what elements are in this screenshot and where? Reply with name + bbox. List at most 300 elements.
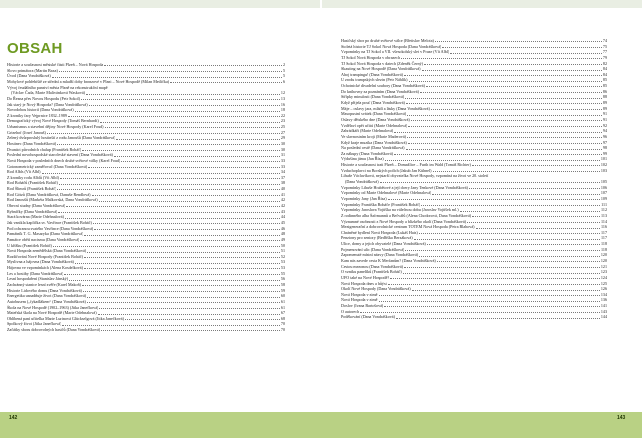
toc-entry-page: 30: [280, 140, 285, 146]
toc-entry-page: 91: [602, 111, 607, 117]
toc-entry-title: Vzpomínky Jaroslava Vojtíška na válečnou dobu (Jaroslav Vojtíšek ml.): [341, 207, 459, 213]
toc-entry-page: 59: [280, 287, 285, 293]
toc-entry-page: 134: [600, 291, 607, 297]
toc-entry-page: 12: [280, 90, 285, 96]
toc-entry-title: Mezigenerační a dobrovolnické centrum TOTEM Nová Hospoda (Petra Blahová): [341, 224, 475, 230]
toc-entry-title: Ochotnické divadelní soubory (Dana Vondrášková): [341, 83, 425, 89]
toc-entry-title: Hájovna ve vzpomínkách (Alena Kosdelková): [7, 265, 83, 271]
toc-entry-title: Vzdělaví opět učitú (Marie Odehnalová): [341, 122, 408, 128]
toc-entry-title: Demografický vývoj Nové Hospody (Tomáš Bernhardt): [7, 118, 99, 124]
toc-entry-continuation: [341, 179, 607, 185]
toc-entry-title: Památce obětí nacismu (Dana Vondrášková): [7, 236, 80, 242]
toc-entry-title: Okolí Nové Hospody (Dana Vondrášková): [341, 286, 411, 292]
toc-entry-page: 96: [602, 133, 607, 139]
dot-leader: [406, 103, 602, 104]
dot-leader: [432, 194, 599, 195]
toc-entry-title: Myslivna a hájovna (Dana Vondrášková): [7, 259, 74, 265]
dot-leader: [404, 267, 600, 268]
dot-leader: [66, 206, 280, 207]
dot-leader: [396, 318, 600, 319]
dot-leader: [379, 295, 600, 296]
toc-entry-title: Stoletá historie TJ Sokol Nová Hospoda (Dana Vondrášková): [341, 43, 442, 49]
toc-entry-title: Škola na Nové Hospodě (1902–1963) (Jitka Janečková): [7, 304, 99, 310]
dot-leader: [385, 160, 600, 161]
toc-entry-title: Dvanáct původních chalup (František Boháč): [7, 146, 82, 152]
toc-entry-page: 23: [280, 118, 285, 124]
toc-entry-title: Ulice, domy a jejich obyvatelé (Dana Vondrášková): [341, 241, 426, 247]
toc-entry-title: O autorech: [341, 308, 360, 314]
toc-entry-page: 56: [280, 276, 285, 282]
toc-entry-title: Kam nás zavede cesta K Merfanům? (Dana Vondrášková): [341, 258, 436, 263]
dot-leader: [379, 301, 600, 302]
dot-leader: [408, 143, 602, 144]
toc-entry-title: Z kroniky rodu Alblů (Vít Albl): [7, 174, 59, 180]
toc-entry-page: 102: [600, 162, 607, 168]
toc-entry-page: 60: [280, 293, 285, 299]
toc-entry-page: 112: [601, 207, 607, 213]
toc-entry-title: Máje – oslavy jara, mládí a lásky (Dana Vondrášková): [341, 105, 430, 111]
toc-entry-title: Hostinec (Dana Vondrášková): [7, 140, 57, 146]
dot-leader: [405, 98, 602, 99]
dot-leader: [435, 41, 602, 42]
dot-leader: [47, 133, 280, 134]
toc-entry-page: 106: [600, 184, 607, 190]
dot-leader: [53, 246, 280, 247]
dot-leader: [81, 99, 280, 100]
toc-entry-page: 97: [602, 139, 607, 145]
dot-leader: [409, 81, 602, 82]
toc-entry-page: 136: [600, 297, 607, 303]
toc-entry-title: Vývoj feudálního panství města Plzně na rekonstrukční mapě: [7, 84, 108, 90]
dot-leader: [390, 278, 600, 279]
toc-entry-title-cont: (Dana Vondrášková): [345, 179, 379, 185]
toc-entry-page: 49: [280, 236, 285, 242]
toc-entry-page: 117: [601, 235, 607, 241]
dot-leader: [92, 195, 280, 196]
toc-entry-title: Nová Hospoda zemědělská (Dana Vondrášková): [7, 248, 87, 254]
dot-leader: [388, 199, 600, 200]
toc-entry-title: Úvod (Dana Vondrášková): [7, 73, 51, 79]
toc-entry-title: Z rodinného alba Šafrmannů a Bečvářů (Alena Chodorová, Dana Vondrášková): [341, 212, 472, 218]
toc-entry-title: Za nákupy (Dana Vondrášková): [341, 150, 394, 156]
toc-entry-page: 58: [280, 282, 285, 287]
dot-leader: [42, 173, 280, 174]
toc-entry-title: Zapomenuté místní názvy (Dana Vondrášková): [341, 252, 419, 258]
dot-leader: [414, 239, 600, 240]
toc-entry-page: 45: [280, 219, 285, 225]
toc-entry-title: Ahoj trampingu! (Dana Vondrášková): [341, 71, 404, 77]
dot-leader: [384, 306, 600, 307]
toc-entry-title: Střípky minulosti (Dana Vondrášková): [341, 94, 405, 100]
toc-entry-page: 120: [600, 258, 607, 263]
toc-entry-page: 85: [602, 77, 607, 83]
toc-entry-page: 101: [600, 156, 607, 162]
dot-leader: [404, 75, 602, 76]
toc-entry-page: 121: [600, 263, 607, 269]
toc-entry-page: 6: [282, 78, 285, 84]
toc-entry-page: 92: [602, 122, 607, 128]
dot-leader: [476, 228, 600, 229]
dot-leader: [380, 182, 600, 183]
toc-entry-page: 50: [280, 242, 285, 248]
toc-entry-title: Mohylové pohřebiště ze střední a mladší doby bronzové v Plzni – Nové Hospodě (Milan Metlička): [7, 78, 170, 84]
dot-leader: [121, 161, 280, 162]
toc-entry-title: Oblíbená paní učitelka Marie Lurinová Glückselgová (Jitka Janečková): [7, 315, 124, 321]
toc-entry-title: Les a hostiby (Dana Vondrášková): [7, 270, 64, 276]
toc-entry-page: 44: [280, 214, 285, 220]
dot-leader: [52, 77, 282, 78]
toc-entry-page: 22: [280, 112, 285, 118]
toc-entry-page: 144: [600, 314, 607, 320]
toc-entry-title: Skauting na Nové Hospodě (Dana Vondrášková): [341, 66, 421, 72]
toc-entry-title: Vzduchoplavci na Borských polích (Jakub Jan Kühnel): [341, 167, 432, 173]
toc-entry-title: Autobusem („fykadlákem“ (Dana Vondrášková): [7, 298, 86, 304]
toc-entry-page: 42: [280, 203, 285, 209]
dot-leader: [450, 53, 602, 54]
dot-leader: [394, 154, 602, 155]
dot-leader: [125, 319, 280, 320]
toc-entry-page: 82: [602, 60, 607, 66]
toc-entry-title: Masopustní svátek (Dana Vondrášková): [341, 111, 407, 117]
toc-entry-page: 75: [602, 43, 607, 49]
toc-entry-page: 53: [280, 259, 285, 265]
dot-leader: [394, 132, 602, 133]
toc-entry-title: Poděkování (Dana Vondrášková): [341, 314, 395, 320]
toc-entry-page: 29: [280, 135, 285, 141]
toc-entry-page: 113: [601, 212, 607, 218]
toc-entry: [7, 327, 285, 333]
toc-entry-title: Vzpomínky na TJ Sokol a VII. všesokolský slet v Praze (Vít Albl): [341, 49, 450, 55]
toc-entry-page: 43: [280, 208, 285, 214]
dot-leader: [412, 290, 600, 291]
toc-entry-title: Gotonometrický zaměřovač (Dana Vondrášková): [7, 163, 88, 169]
dot-leader: [469, 188, 600, 189]
dot-leader: [460, 211, 600, 212]
toc-entry-title: Doslov (Ivana Bartošová): [341, 303, 384, 309]
dot-leader: [427, 244, 600, 245]
toc-entry-page: 125: [600, 280, 607, 286]
toc-entry-title: Chráněné bydlení Nová Hospoda (Lukáš Hais): [341, 229, 418, 235]
toc-entry-title: Pod ochranou svatého Vavřince (Dana Vondrášková): [7, 225, 94, 231]
toc-entry-title: Jak vznikla kaplička sv. Vavřince (František Boháč): [7, 219, 92, 225]
toc-entry-title: Do Řezna přes Novou Hospodu (Petr Sokol): [7, 95, 80, 101]
dot-leader: [57, 189, 279, 190]
toc-entry-page: 52: [280, 253, 285, 259]
toc-entry-title: TJ Sokol Nová Hospoda v datech (Zdeněk Černý): [341, 60, 423, 66]
toc-entry-title: Mateřská škola na Nové Hospodě (Marie Odehnalová): [7, 310, 97, 316]
toc-entry-title: Grizehof (Josef Janouš): [7, 129, 46, 135]
toc-entry-page: 85: [602, 83, 607, 89]
toc-entry-title: UFO také na Nové Hospodě?: [341, 274, 390, 280]
toc-entry-page: 40: [280, 186, 285, 192]
toc-entry-title: Vzpomínky od Marie Odehnalové (Marie Odehnalová): [341, 190, 432, 196]
toc-entry-page: 61: [280, 304, 285, 310]
toc-entry-page: 86: [602, 88, 607, 94]
dot-leader: [86, 94, 280, 95]
toc-entry-page: 67: [280, 310, 285, 316]
toc-entry-page: 18: [280, 107, 285, 113]
toc-entry-page: 30: [280, 146, 285, 152]
toc-entry-title: TJ Sokol Nová Hospoda v obrazech: [341, 54, 401, 60]
toc-entry-page: 2: [282, 61, 285, 67]
dot-leader: [100, 122, 280, 123]
toc-entry-title: Pojmenování ulic (Dana Vondrášková): [341, 246, 405, 252]
toc-entry-title: U křížku (František Boháč): [7, 242, 52, 248]
toc-entry-page: 141: [600, 303, 607, 309]
toc-entry-title: Hasičský sbor po druhé světové válce (Břetislav Melota): [341, 37, 434, 43]
dot-leader: [407, 115, 602, 116]
toc-entry-title: Spolkový život (Jitka Janečková): [7, 321, 62, 327]
dot-leader: [403, 273, 600, 274]
dot-leader: [64, 274, 279, 275]
toc-entry-title: Když kraje muzika (Dana Vondrášková): [341, 139, 407, 145]
toc-entry-page: 116: [601, 224, 607, 230]
toc-entry-page: 79: [602, 54, 607, 60]
toc-entry-page: 124: [600, 274, 607, 280]
dot-leader: [419, 233, 600, 234]
toc-entry-page: 31: [280, 152, 285, 158]
toc-entry-page: 38: [280, 180, 285, 186]
toc-entry-title: Stará kovárna (Marie Odehnalová): [7, 214, 64, 220]
toc-entry-title: Rod Janoušů (Markéta Malkovská, Dana Vondrášková): [7, 197, 98, 203]
toc-entry-title: Vzpomínky Jany (Jan Říza): [341, 195, 387, 201]
toc-entry-page: 25: [280, 124, 285, 130]
dot-leader: [89, 105, 280, 106]
toc-entry-title: Rozšiřování Nové Hospody (František Boháč): [7, 253, 83, 259]
dot-leader: [68, 116, 280, 117]
toc-entry-title: Památník T. G. Masaryka (Dana Vondrášková): [7, 231, 84, 237]
toc-entry-page: 61: [280, 298, 285, 304]
dot-leader: [59, 71, 282, 72]
toc-entry-title-cont: (Václav Čada, Marie Malivánková Wasková): [11, 90, 86, 96]
dot-leader: [83, 291, 280, 292]
dot-leader: [62, 325, 279, 326]
toc-entry-title: Historie Lidového domu (Dana Vondrášková): [7, 287, 82, 293]
dot-leader: [421, 205, 600, 206]
toc-entry-page: 46: [280, 225, 285, 231]
dot-leader: [424, 64, 602, 65]
dot-leader: [84, 268, 280, 269]
dot-leader: [60, 178, 280, 179]
dot-leader: [69, 280, 280, 281]
dot-leader: [101, 330, 280, 331]
toc-entry-title: Na poslední cestě (Dana Vondrášková): [341, 145, 405, 151]
toc-entry-title: Začátky sboru dobrovolných hasičů (Dana Vondrášková): [7, 327, 101, 333]
toc-entry-page: 34: [280, 169, 285, 175]
dot-leader: [84, 257, 280, 258]
toc-entry-page: 27: [280, 129, 285, 135]
toc-entry-title: Penziony pro seniory (Bedřiška Berzáková): [341, 235, 413, 241]
toc-entry-title: Oslavy dětského dne (Dana Vondrášková): [341, 116, 410, 122]
toc-entry-page: 98: [602, 145, 607, 151]
toc-entry-page: 107: [600, 190, 607, 196]
toc-entry-title: Zelený dvůrproslulý hostinští z rodu Janoušů (Dana Vondrášková): [7, 135, 116, 141]
page-title: OBSAH: [7, 40, 63, 57]
toc-entry-page: 89: [602, 100, 607, 106]
dot-leader: [75, 263, 280, 264]
toc-entry-title: Ve slavnostním kroji (Marie Maderová): [341, 133, 407, 139]
toc-entry-page: 13: [280, 95, 285, 101]
dot-leader: [401, 58, 602, 59]
toc-entry-title: Slovo primátora (Martin Baxa): [7, 67, 58, 73]
dot-leader: [98, 314, 280, 315]
dot-leader: [407, 137, 602, 138]
dot-leader: [422, 70, 602, 71]
dot-leader: [105, 127, 280, 128]
toc-entry: [341, 314, 607, 320]
dot-leader: [467, 222, 600, 223]
toc-entry-title: Vzpomínky Lihuše Hrabětové a její dcery Jany Tenkové (Dana Vondrášková): [341, 184, 468, 190]
toc-entry-title: Obecní studny (Dana Vondrášková): [7, 203, 66, 209]
toc-entry-page: 123: [600, 269, 607, 275]
toc-entry-page: 41: [280, 191, 285, 197]
dot-leader: [88, 167, 280, 168]
dot-leader: [472, 216, 600, 217]
dot-leader: [57, 144, 280, 145]
toc-entry-title: Novodobou historií (Dana Vondrášková): [7, 107, 74, 113]
dot-leader: [433, 171, 600, 172]
dot-leader: [170, 82, 282, 83]
toc-entry-title: Rybníčky (Dana Vondrášková): [7, 208, 58, 214]
toc-entry-page: 91: [602, 116, 607, 122]
toc-entry: [7, 85, 285, 96]
toc-entry-page: 84: [602, 71, 607, 77]
toc-entry-title: Nová Hospoda v posledních dnech druhé světové války (Karel Foud): [7, 157, 121, 163]
toc-entry-page: 77: [602, 49, 607, 55]
toc-entry-title: Nová Hospoda dnes a hůýst: [341, 280, 387, 286]
toc-entry-title: Urbanismus a stavební dějiny Nové Hospody (Karel Foud): [7, 124, 104, 130]
toc-entry-page: 94: [602, 128, 607, 134]
toc-entry-title: Lesní hospodaření (Stanislav Jánský): [7, 276, 69, 282]
toc-entry-title: Historie a současnost trati Plzeň – Domažlice – Furth im Wald (Tomáš Richter): [341, 162, 471, 168]
dot-leader: [82, 285, 280, 286]
toc-entry-page: 103: [600, 167, 607, 173]
dot-leader: [388, 284, 600, 285]
dot-leader: [84, 235, 279, 236]
dot-leader: [93, 223, 280, 224]
toc-entry-title: Významné osobnosti z Nové Hospody a blízkého okolí (Dana Vondrášková): [341, 218, 467, 224]
toc-entry-page: 37: [280, 174, 285, 180]
toc-entry-title: Rod Šlimrů (František Boháč): [7, 186, 57, 192]
dot-leader: [437, 261, 600, 262]
dot-leader: [87, 302, 280, 303]
toc-entry-page: 68: [280, 315, 285, 321]
dot-leader: [65, 218, 280, 219]
toc-entry-page: 109: [600, 195, 607, 201]
toc-entry-title: Výdušina jámu (Jan Říza): [341, 156, 384, 162]
toc-entry-page: 84: [602, 66, 607, 72]
toc-entry-title: Lihuše Václavíková, nejstarší obyvatelka Nové Hospody, vzpomíná na život ve 20. století: [341, 173, 489, 179]
toc-entry-page: 74: [602, 37, 607, 43]
toc-entry-page: 118: [601, 246, 607, 252]
dot-leader: [58, 212, 280, 213]
toc-left-column: [7, 62, 285, 333]
dot-leader: [419, 256, 600, 257]
toc-entry-page: 99: [602, 150, 607, 156]
toc-entry-title: Poslední novohospodské staročeské stavení (Dana Vondrášková): [7, 152, 113, 158]
dot-leader: [116, 139, 279, 140]
toc-entry-title: Zahrádkáři (Marie Odehnalová): [341, 128, 394, 134]
toc-entry-title: Rod Albls (Vít Albl): [7, 169, 41, 175]
toc-entry-title: O vzniku panelíků (František Boháč): [341, 269, 402, 275]
toc-entry-page: 120: [600, 252, 607, 258]
toc-entry-continuation: [7, 90, 285, 96]
toc-entry-title: Historie a současnost městské části Plzeň – Nová Hospoda: [7, 61, 104, 67]
dot-leader: [59, 184, 280, 185]
toc-entry-page: 70: [280, 321, 285, 327]
bottom-band: [0, 412, 642, 438]
dot-leader: [408, 126, 602, 127]
dot-leader: [114, 156, 280, 157]
toc-entry-page: 42: [280, 197, 285, 203]
toc-entry-page: 16: [280, 101, 285, 107]
dot-leader: [406, 149, 602, 150]
dot-leader: [426, 86, 602, 87]
toc-right-column: [341, 38, 607, 320]
toc-entry-page: 33: [280, 163, 285, 169]
dot-leader: [82, 150, 280, 151]
toc-entry-title: Do knihovny za poznáním (Dana Vondrášková): [341, 88, 419, 94]
page-number-right: 143: [617, 415, 626, 421]
toc-entry-page: 88: [602, 94, 607, 100]
toc-entry-page: 5: [282, 67, 285, 73]
dot-leader: [87, 252, 280, 253]
toc-entry-title: U zrodu trampských slezin (Petr Náhlík): [341, 77, 408, 83]
dot-leader: [405, 250, 600, 251]
toc-entry-page: 111: [601, 201, 607, 207]
toc-entry-title: Nová Hospoda v zimě: [341, 297, 378, 303]
dot-leader: [99, 201, 280, 202]
toc-entry-page: 51: [280, 248, 285, 254]
toc-entry-title: Z kroniky fary Vejprnice 1832–1989: [7, 112, 67, 118]
dot-leader: [442, 47, 602, 48]
toc-entry-page: 33: [280, 157, 285, 163]
dot-leader: [80, 240, 280, 241]
toc-entry-page: 114: [601, 218, 607, 224]
toc-entry-title: Když přijela pouť (Dana Vondrášková): [341, 100, 405, 106]
dot-leader: [411, 120, 602, 121]
page-number-left: 142: [9, 415, 18, 421]
toc-entry-page: 89: [602, 105, 607, 111]
toc-entry-title: Cestou mezonou (Dana Vondrášková): [341, 263, 404, 269]
toc-entry-page: 143: [600, 308, 607, 314]
dot-leader: [472, 165, 600, 166]
toc-entry-title: Rod Götzů (Dana Vondrášková, Danuše Rendlová): [7, 191, 91, 197]
toc-entry-page: 118: [601, 241, 607, 247]
toc-entry-page: 5: [282, 73, 285, 79]
toc-entry-title: Energetika usnadňuje život (Dana Vondrášková): [7, 293, 87, 299]
toc-entry-title: Rod Boháčů (František Boháč): [7, 180, 58, 186]
dot-leader: [420, 92, 602, 93]
dot-leader: [94, 229, 280, 230]
dot-leader: [99, 308, 280, 309]
toc-entry-page: 70: [280, 327, 285, 333]
dot-leader: [75, 111, 280, 112]
toc-entry-title: Vzpomínky Františka Boháče (František Boháč): [341, 201, 421, 207]
toc-entry-title: Jak starý je Nový Hospoda? (Dana Vondrášková): [7, 101, 88, 107]
book-spine: [320, 0, 322, 412]
toc-entry-page: 53: [280, 265, 285, 271]
toc-entry-page: 55: [280, 270, 285, 276]
toc-entry-page: 126: [600, 286, 607, 292]
dot-leader: [104, 65, 282, 66]
toc-entry: [341, 173, 607, 184]
toc-entry-page: 48: [280, 231, 285, 237]
toc-entry-page: 117: [601, 229, 607, 235]
toc-entry-title: Nová Hospoda v zimě: [341, 291, 378, 297]
dot-leader: [87, 297, 280, 298]
toc-entry-title: Zachránný stanice lesní zvěře (Karel Makoň): [7, 282, 81, 287]
